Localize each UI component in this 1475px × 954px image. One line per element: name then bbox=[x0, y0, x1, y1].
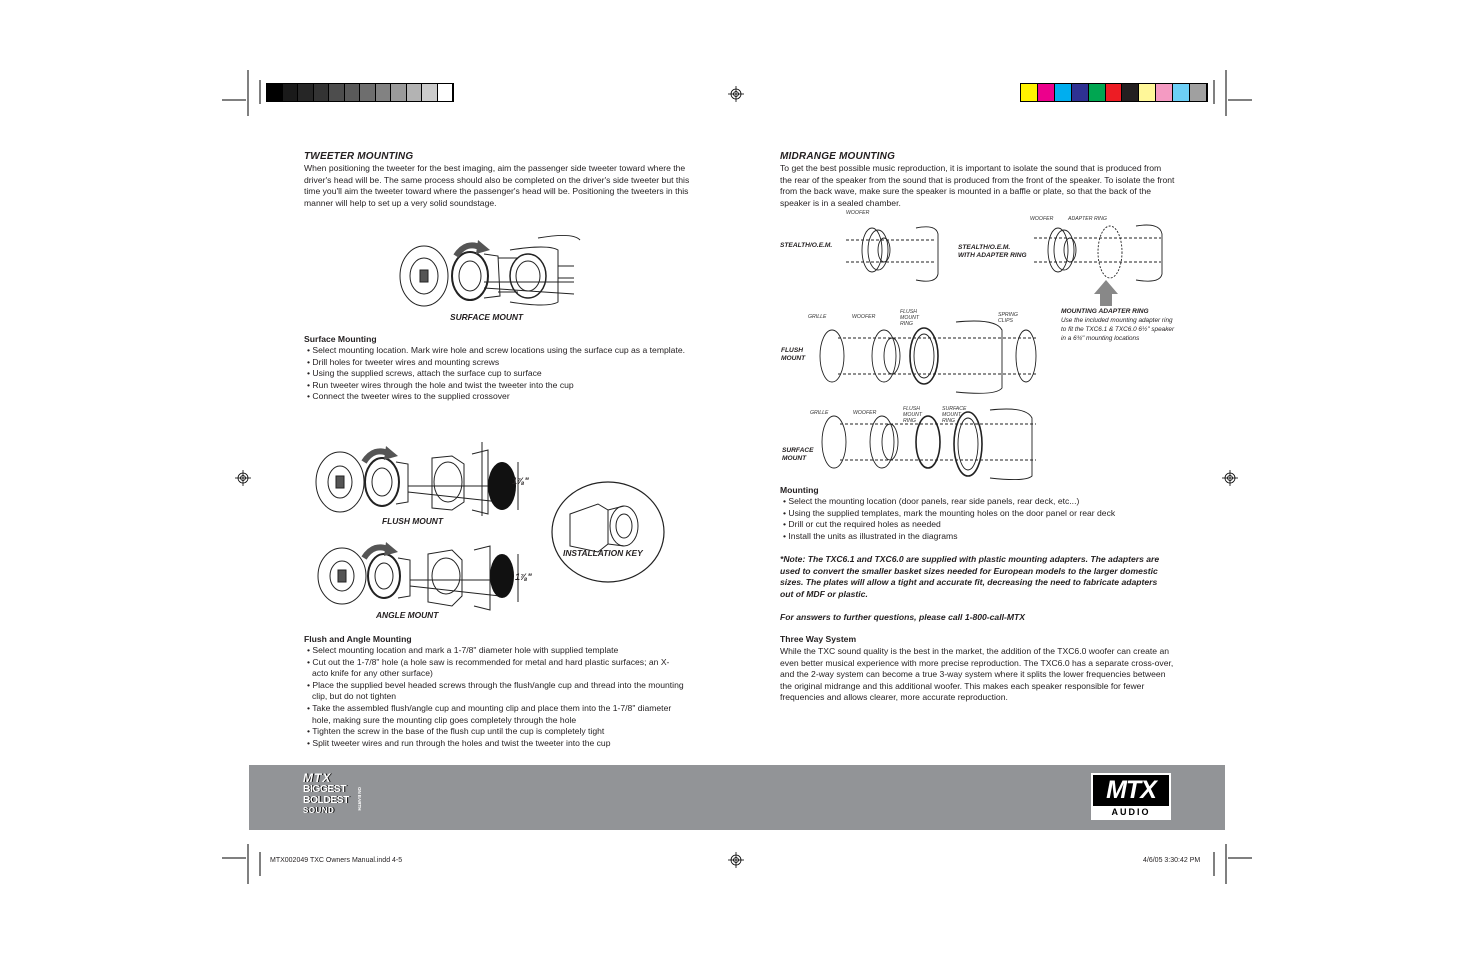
list-item: • Take the assembled flush/angle cup and mounting clip and place them into the 1-7/8" diameter hole, making sure the mounting clip goes completely through the hole bbox=[304, 703, 684, 726]
logo-line: SOUND bbox=[303, 806, 335, 815]
list-item: • Connect the tweeter wires to the supplied crossover bbox=[304, 391, 704, 403]
surface-mounting-heading: Surface Mounting bbox=[304, 334, 377, 344]
adapter-note: *Note: The TXC6.1 and TXC6.0 are supplied with plastic mounting adapters. The adapters are used to convert the smaller basket sizes needed for European models to the larger domestic sizes. The plates will allow a tight and accurate fit, decreasing the need to fabricate adapters out of MDF or plastic. bbox=[780, 554, 1160, 599]
list-item: • Place the supplied bevel headed screws through the flush/angle cup and thread into the mounting clip, but do not tighten bbox=[304, 680, 684, 703]
flush-dimension-label: 1⅞" bbox=[512, 476, 529, 486]
label-line: SURFACE bbox=[782, 447, 814, 454]
tweeter-mounting-paragraph: When positioning the tweeter for the best imaging, aim the passenger side tweeter toward where the driver's head will be. The same process should also be completed on the driver's side tweeter but this time you'll aim the tweeter toward where the passenger's head will be. Positioning the tweeters in this manner will help to set up a very solid soundstage. bbox=[304, 163, 690, 208]
label-line: STEALTH/O.E.M. bbox=[958, 244, 1011, 251]
grille-label: GRILLE bbox=[810, 410, 829, 416]
woofer-label: WOOFER bbox=[846, 210, 870, 216]
list-item: • Install the units as illustrated in the diagrams bbox=[780, 531, 1180, 543]
label-line: MOUNT bbox=[782, 455, 807, 462]
label-line: RING bbox=[900, 321, 913, 327]
mounting-adapter-ring-note bbox=[1061, 308, 1179, 343]
logo-mtx-text: MTX bbox=[1106, 776, 1156, 804]
woofer-label: WOOFER bbox=[853, 410, 877, 416]
list-item: • Select mounting location and mark a 1-7/8" diameter hole with supplied template bbox=[304, 645, 684, 657]
logo-line: BOLDEST bbox=[303, 794, 349, 806]
tweeter-mounting-heading: TWEETER MOUNTING bbox=[304, 151, 414, 162]
label-line: WITH ADAPTER RING bbox=[958, 252, 1027, 259]
list-item: • Run tweeter wires through the hole and twist the tweeter into the cup bbox=[304, 380, 704, 392]
installation-key-caption: INSTALLATION KEY bbox=[563, 548, 643, 558]
midrange-mounting-heading: MIDRANGE MOUNTING bbox=[780, 151, 896, 162]
three-way-system-paragraph: While the TXC sound quality is the best in the market, the addition of the TXC6.0 woofer can create an even better musical experience with more precise reproduction. The TXC6.0 has a separate cross-over, and the 2-way system can become a true 3-way system where it splits the lower frequencies between the original midrange and this additional woofer. This makes each speaker responsible for fewer frequencies and allows clearer, more accurate reproduction. bbox=[780, 646, 1174, 703]
mounting-heading: Mounting bbox=[780, 485, 819, 495]
list-item: • Drill or cut the required holes as needed bbox=[780, 519, 1180, 531]
flush-mount-caption: FLUSH MOUNT bbox=[382, 516, 443, 526]
stealth-adapter-label bbox=[958, 244, 1027, 260]
label-line: SURFACE bbox=[942, 406, 967, 412]
installation-key-illustration bbox=[550, 480, 666, 584]
list-item: • Split tweeter wires and run through the holes and twist the tweeter into the cup bbox=[304, 738, 684, 750]
list-item: • Using the supplied screws, attach the surface cup to surface bbox=[304, 368, 704, 380]
list-item: • Drill holes for tweeter wires and mounting screws bbox=[304, 357, 704, 369]
three-way-system-heading: Three Way System bbox=[780, 634, 857, 644]
label-line: FLUSH bbox=[903, 406, 921, 412]
mounting-list bbox=[780, 496, 1180, 542]
midrange-mounting-paragraph: To get the best possible music reproduction, it is important to isolate the sound that is produced from the rear of the speaker from the sound that is produced from the front of the speaker. To isolate the front from the back wave, make sure the speaker is mounted in a baffle or plate, so that the back of the speaker is in a sealed chamber. bbox=[780, 163, 1175, 208]
angle-dimension-label: 1⅞" bbox=[515, 572, 532, 582]
label-line: RING bbox=[903, 418, 916, 424]
logo-line: MTX bbox=[303, 771, 332, 785]
flush-angle-mounting-heading: Flush and Angle Mounting bbox=[304, 634, 412, 644]
label-line: MOUNT bbox=[942, 412, 962, 418]
label-line: MOUNT bbox=[900, 315, 920, 321]
adapter-note-heading: MOUNTING ADAPTER RING bbox=[1061, 308, 1149, 315]
angle-mount-illustration bbox=[312, 540, 537, 612]
list-item: • Cut out the 1-7/8" hole (a hole saw is recommended for metal and hard plastic surfaces; an X-acto knife for any other surface) bbox=[304, 657, 684, 680]
mtx-audio-logo bbox=[1091, 773, 1171, 820]
surface-mount-illustration bbox=[398, 232, 588, 312]
mtx-biggest-boldest-logo bbox=[303, 771, 362, 821]
surface-mount-caption: SURFACE MOUNT bbox=[450, 312, 524, 322]
label-line: MOUNT bbox=[903, 412, 923, 418]
flush-mount-illustration bbox=[312, 440, 537, 516]
surface-mount-label bbox=[782, 447, 814, 463]
angle-mount-caption: ANGLE MOUNT bbox=[376, 610, 439, 620]
adapter-ring-label: ADAPTER RING bbox=[1068, 216, 1107, 222]
label-line: FLUSH bbox=[900, 309, 918, 315]
surface-mounting-list bbox=[304, 345, 704, 403]
logo-line: BIGGEST bbox=[303, 783, 347, 795]
stealth-oem-label: STEALTH/O.E.M. bbox=[780, 242, 833, 249]
logo-audio-text: AUDIO bbox=[1093, 806, 1169, 818]
list-item: • Select the mounting location (door panels, rear side panels, rear deck, etc...) bbox=[780, 496, 1180, 508]
woofer-label: WOOFER bbox=[1030, 216, 1054, 222]
list-item: • Select mounting location. Mark wire hole and screw locations using the surface cup as a template. bbox=[304, 345, 704, 357]
flush-mount-ring-label bbox=[900, 309, 919, 327]
label-line: CLIPS bbox=[998, 318, 1013, 324]
flush-mount-label bbox=[781, 347, 805, 363]
spring-clips-label bbox=[998, 312, 1018, 324]
grille-label: GRILLE bbox=[808, 314, 827, 320]
logo-side-text: ON EARTH bbox=[357, 787, 362, 811]
footer-band bbox=[249, 765, 1225, 830]
label-line: RING bbox=[942, 418, 955, 424]
list-item: • Tighten the screw in the base of the flush cup until the cup is completely tight bbox=[304, 726, 684, 738]
flush-mount-ring-label bbox=[903, 406, 922, 424]
answers-note: For answers to further questions, please call 1-800-call-MTX bbox=[780, 612, 1025, 622]
label-line: FLUSH bbox=[781, 347, 803, 354]
slug-timestamp: 4/6/05 3:30:42 PM bbox=[1143, 857, 1201, 864]
label-line: MOUNT bbox=[781, 355, 806, 362]
adapter-note-text: Use the included mounting adapter ring to fit the TXC6.1 & TXC6.0 6½" speaker in a 6¾" mounting locations bbox=[1061, 317, 1175, 342]
surface-mount-ring-label bbox=[942, 406, 966, 424]
list-item: • Using the supplied templates, mark the mounting holes on the door panel or rear deck bbox=[780, 508, 1180, 520]
woofer-label: WOOFER bbox=[852, 314, 876, 320]
flush-angle-mounting-list bbox=[304, 645, 684, 749]
label-line: SPRING bbox=[998, 312, 1018, 318]
slug-filename: MTX002049 TXC Owners Manual.indd 4-5 bbox=[270, 857, 403, 864]
